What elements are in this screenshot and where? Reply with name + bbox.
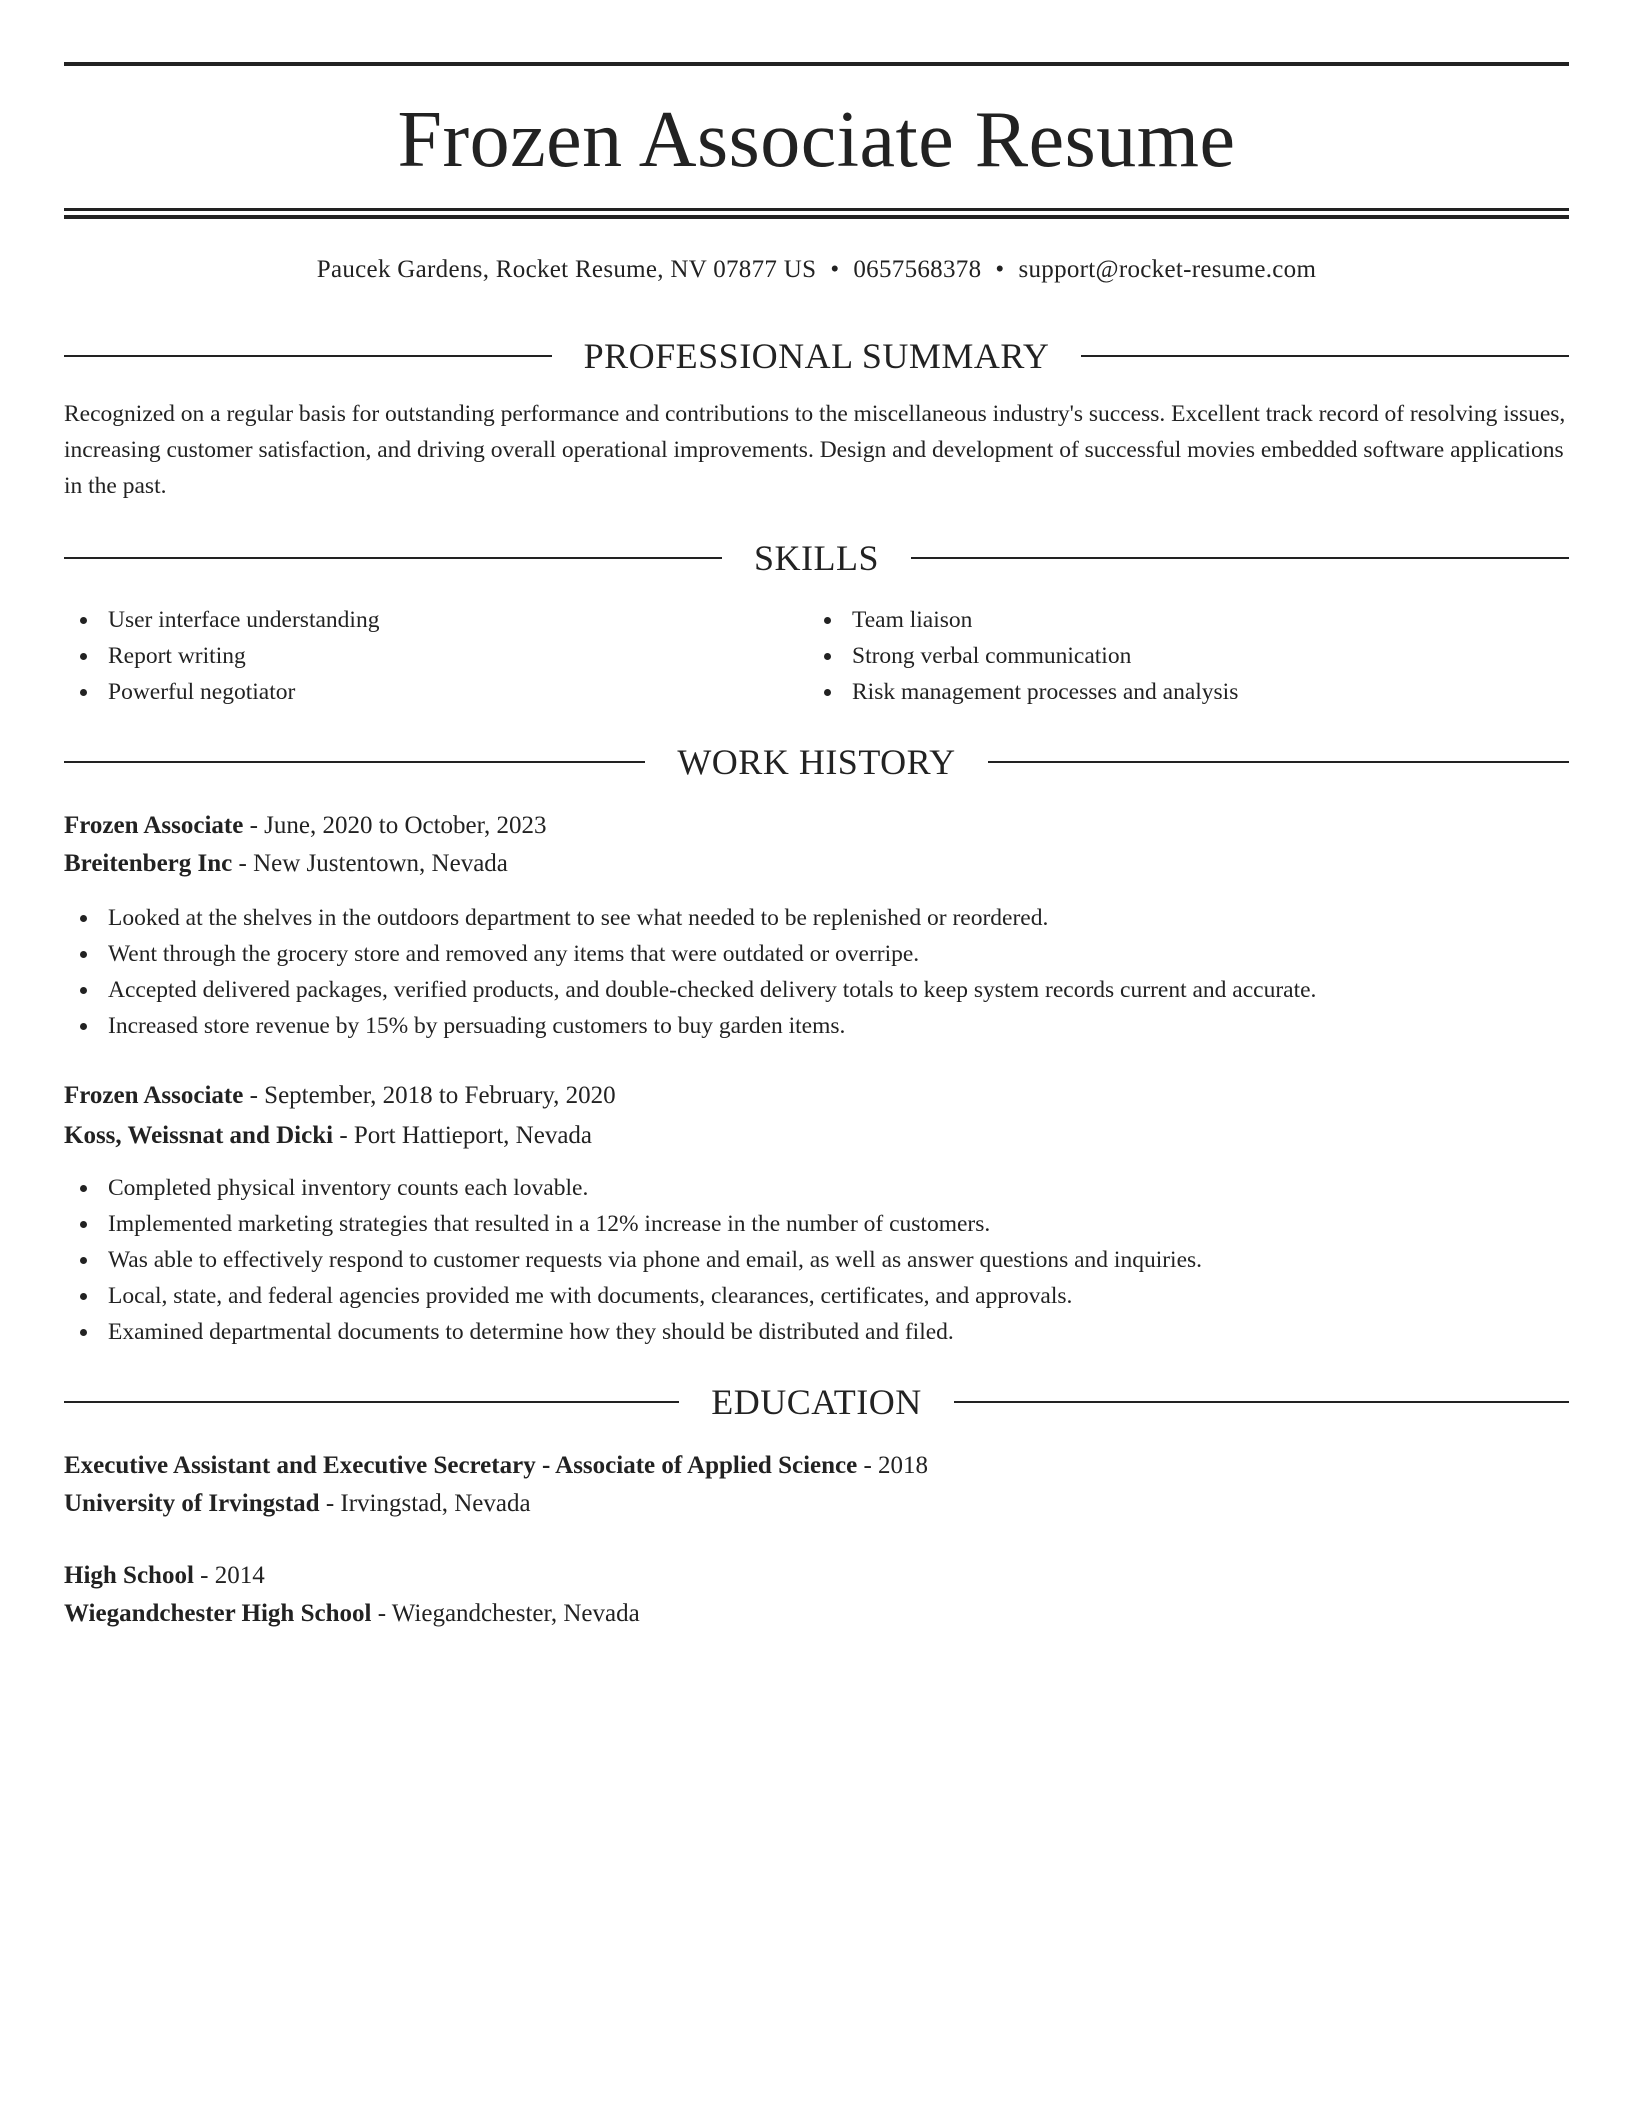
school-name: University of Irvingstad: [64, 1490, 320, 1517]
job-duty-item: Went through the grocery store and removed any items that were outdated or overripe.: [64, 936, 1569, 972]
top-rule: [64, 62, 1569, 66]
contact-separator: •: [995, 256, 1005, 283]
contact-phone: 0657568378: [853, 256, 982, 283]
skill-item: User interface understanding: [64, 602, 764, 638]
job-title: Frozen Associate: [64, 812, 244, 839]
job-company: Breitenberg Inc: [64, 850, 233, 877]
heading-rule: [1081, 355, 1569, 357]
job-company: Koss, Weissnat and Dicki: [64, 1122, 334, 1149]
section-education-heading: [64, 1380, 1569, 1424]
title-rule-upper: [64, 208, 1569, 211]
skills-list-left: [64, 602, 764, 710]
skill-item: Strong verbal communication: [808, 638, 1508, 674]
school-line: [64, 1596, 640, 1632]
contact-line: [64, 254, 1569, 286]
job-dates: - June, 2020 to October, 2023: [243, 812, 547, 839]
degree-line: [64, 1448, 928, 1484]
section-title: PROFESSIONAL SUMMARY: [583, 336, 1050, 376]
job-duty-item: Accepted delivered packages, verified products, and double-checked delivery totals to keep system records current and accurate.: [64, 972, 1569, 1008]
skills-list-right: [808, 602, 1508, 710]
job-location: - New Justentown, Nevada: [232, 850, 508, 877]
section-title: SKILLS: [754, 538, 880, 578]
heading-rule: [64, 1401, 679, 1403]
job-duty-item: Was able to effectively respond to customer requests via phone and email, as well as answer questions and inquiries.: [64, 1242, 1569, 1278]
job-title-line: [64, 808, 546, 844]
job-duty-item: Local, state, and federal agencies provided me with documents, clearances, certificates, and approvals.: [64, 1278, 1569, 1314]
skill-item: Risk management processes and analysis: [808, 674, 1508, 710]
job-dates: - September, 2018 to February, 2020: [243, 1082, 616, 1109]
heading-rule: [988, 761, 1569, 763]
title-rule-lower: [64, 215, 1569, 219]
job-company-line: [64, 1118, 592, 1154]
school-line: [64, 1486, 531, 1522]
contact-address: Paucek Gardens, Rocket Resume, NV 07877 US: [316, 256, 817, 283]
job-duty-item: Looked at the shelves in the outdoors department to see what needed to be replenished or reordered.: [64, 900, 1569, 936]
school-location: - Wiegandchester, Nevada: [371, 1600, 640, 1627]
skill-item: Powerful negotiator: [64, 674, 764, 710]
job-duties-list: [64, 1170, 1569, 1350]
contact-email: support@rocket-resume.com: [1018, 256, 1317, 283]
job-location: - Port Hattieport, Nevada: [333, 1122, 593, 1149]
heading-rule: [64, 355, 552, 357]
job-duty-item: Increased store revenue by 15% by persuading customers to buy garden items.: [64, 1008, 1569, 1044]
degree-name: High School: [64, 1562, 194, 1589]
section-skills-heading: [64, 536, 1569, 580]
skill-item: Report writing: [64, 638, 764, 674]
job-title-line: [64, 1078, 616, 1114]
job-duty-item: Examined departmental documents to determine how they should be distributed and filed.: [64, 1314, 1569, 1350]
degree-year: - 2018: [857, 1452, 929, 1479]
summary-text: Recognized on a regular basis for outstanding performance and contributions to the miscellaneous industry's success. Excellent track record of resolving issues, increasing customer satisfaction, and driving overall operational improvements. Design and development of successful movies embedded software applications in the past.: [64, 401, 1566, 499]
heading-rule: [954, 1401, 1569, 1403]
section-title: EDUCATION: [711, 1382, 922, 1422]
degree-year: - 2014: [193, 1562, 265, 1589]
school-location: - Irvingstad, Nevada: [319, 1490, 531, 1517]
heading-rule: [64, 557, 722, 559]
job-company-line: [64, 846, 508, 882]
section-work-heading: [64, 740, 1569, 784]
resume-title: Frozen Associate Resume: [397, 96, 1236, 184]
section-summary-heading: [64, 334, 1569, 378]
job-duty-item: Completed physical inventory counts each lovable.: [64, 1170, 1569, 1206]
heading-rule: [64, 761, 645, 763]
degree-line: [64, 1558, 265, 1594]
section-title: WORK HISTORY: [677, 742, 956, 782]
degree-name: Executive Assistant and Executive Secretary - Associate of Applied Science: [64, 1452, 858, 1479]
school-name: Wiegandchester High School: [64, 1600, 372, 1627]
job-duties-list: [64, 900, 1569, 1044]
heading-rule: [911, 557, 1569, 559]
job-title: Frozen Associate: [64, 1082, 244, 1109]
skill-item: Team liaison: [808, 602, 1508, 638]
contact-separator: •: [830, 256, 840, 283]
job-duty-item: Implemented marketing strategies that resulted in a 12% increase in the number of customers.: [64, 1206, 1569, 1242]
